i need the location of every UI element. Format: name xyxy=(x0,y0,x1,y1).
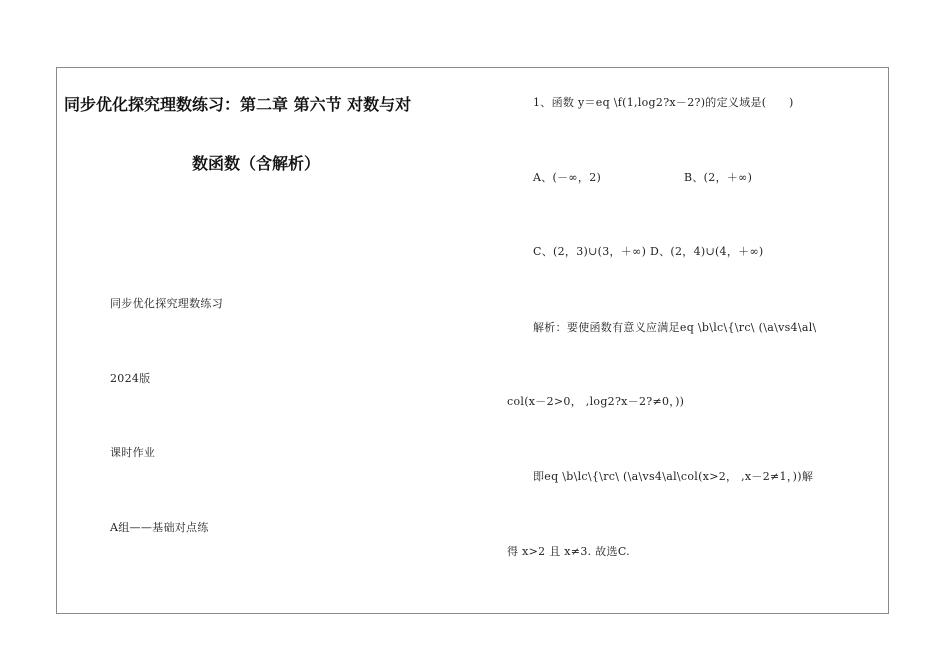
meta-edition: 2024版 xyxy=(110,372,151,385)
doc-title-line1: 同步优化探究理数练习：第二章 第六节 对数与对 xyxy=(64,95,412,114)
meta-group: A组——基础对点练 xyxy=(110,521,209,534)
analysis-line2: col(x－2>0， ,log2?x－2?≠0，)) xyxy=(507,395,685,408)
option-c-d: C、(2，3)∪(3，＋∞) D、(2，4)∪(4，＋∞) xyxy=(533,245,764,258)
analysis-line4: 得 x>2 且 x≠3. 故选C. xyxy=(507,545,630,558)
analysis-line1: 解析：要使函数有意义应满足eq \b\lc\{\rc\ (\a\vs4\al\ xyxy=(533,321,817,334)
meta-homework: 课时作业 xyxy=(110,446,156,459)
option-a: A、(－∞，2) xyxy=(533,171,602,184)
doc-title-line2: 数函数（含解析） xyxy=(192,154,321,173)
option-b: B、(2，＋∞) xyxy=(684,171,753,184)
meta-series: 同步优化探究理数练习 xyxy=(110,297,223,310)
analysis-line3: 即eq \b\lc\{\rc\ (\a\vs4\al\col(x>2， ,x－2≠1，))解 xyxy=(533,470,814,483)
question-text: 1、函数 y＝eq \f(1,log2?x－2?)的定义域是( ) xyxy=(533,96,794,109)
